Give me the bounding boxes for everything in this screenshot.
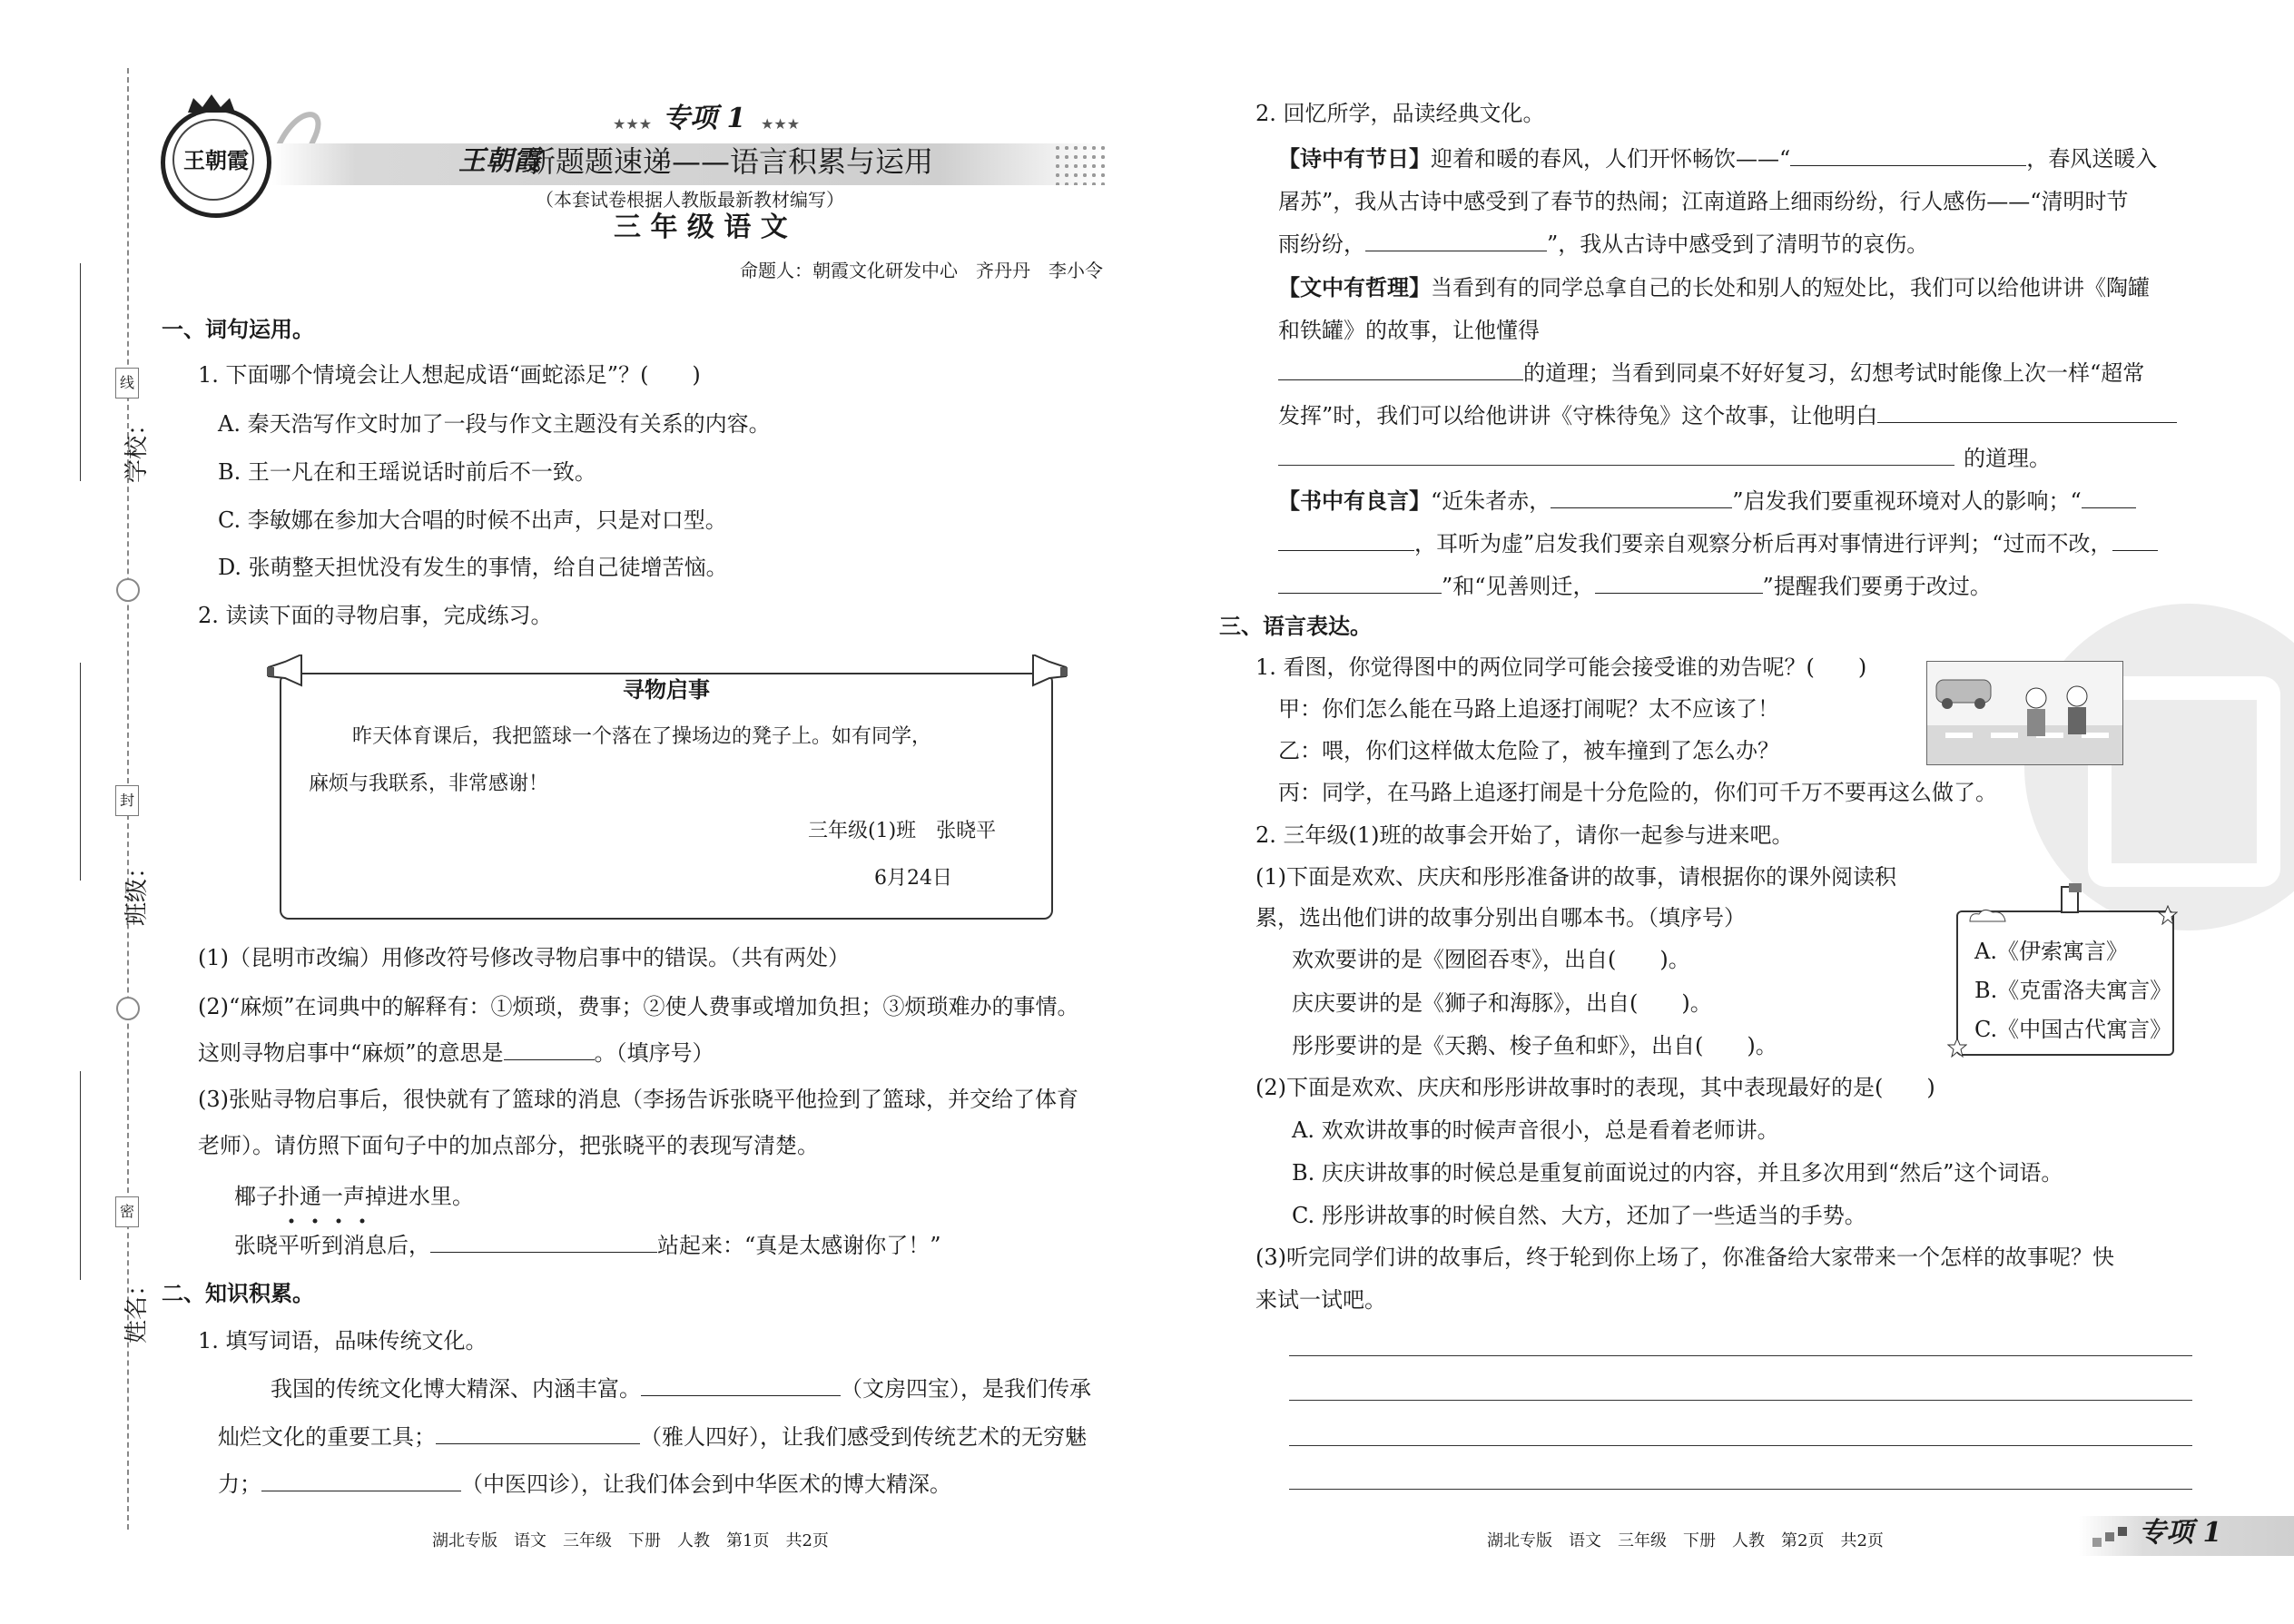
authors-line: 命题人：朝霞文化研发中心 齐丹丹 李小令 <box>740 260 1103 281</box>
p3e: ”提醒我们要勇于改过。 <box>1762 574 1992 599</box>
p1d: 雨纷纷， <box>1278 231 1365 257</box>
story-qing[interactable]: 庆庆要讲的是《狮子和海豚》，出自( )。 <box>1292 990 1712 1016</box>
notice-body-1: 昨天体育课后，我把篮球一个落在了操场边的凳子上。如有同学， <box>352 725 932 748</box>
s1-q1-option-d[interactable]: D. 张萌整天担忧没有发生的事情，给自己徒增苦恼。 <box>218 555 728 580</box>
s2-q2: 2. 回忆所学，品读经典文化。 <box>1255 101 1545 126</box>
cloud-icon <box>1965 907 2011 925</box>
s3-s2: (2)下面是欢欢、庆庆和彤彤讲故事时的表现，其中表现最好的是( ) <box>1255 1075 1935 1100</box>
notice-title: 寻物启事 <box>623 677 710 703</box>
seal-mark-3: 密 <box>115 1196 139 1227</box>
s3-s2-option-b[interactable]: B. 庆庆讲故事的时候总是重复前面说过的内容，并且多次用到“然后”这个词语。 <box>1292 1160 2063 1186</box>
header-stars-left: ★★★ <box>613 115 653 133</box>
p1b: ，春风送暖入 <box>2026 146 2158 172</box>
section2-heading: 二、知识积累。 <box>162 1281 314 1306</box>
saying-blank-2b[interactable] <box>1278 530 1414 551</box>
jar-lesson-blank[interactable] <box>1278 359 1523 380</box>
header-band-dots <box>1053 143 1108 185</box>
footer-right: 湖北专版 语文 三年级 下册 人教 第2页 共2页 <box>1487 1531 1884 1550</box>
saying-blank-2[interactable] <box>2082 487 2136 508</box>
section1-heading: 一、词句运用。 <box>162 317 314 342</box>
header-badge: 专项 1 <box>663 103 746 134</box>
s2-line3-pre: 力； <box>218 1471 261 1497</box>
book-list-card <box>1956 910 2174 1056</box>
poem-line-1 <box>1278 145 2157 172</box>
school-label: 学校： <box>123 411 151 483</box>
s2-line2 <box>218 1423 1087 1451</box>
writing-line-2[interactable] <box>1289 1400 2192 1401</box>
advice-yi[interactable]: 乙：喂，你们这样做太危险了，被车撞到了怎么办？ <box>1278 738 1779 763</box>
s3-s3a: (3)听完同学们讲的故事后，终于轮到你上场了，你准备给大家带来一个怎样的故事呢？快 <box>1255 1245 2114 1270</box>
saying-line-3 <box>1278 573 1992 600</box>
s3-s2-option-a[interactable]: A. 欢欢讲故事的时候声音很小，总是看着老师讲。 <box>1292 1117 1779 1143</box>
four-treasures-blank[interactable] <box>641 1375 841 1396</box>
philosophy-line-2: 和铁罐》的故事，让他懂得 <box>1278 318 1540 343</box>
school-field[interactable] <box>54 263 151 536</box>
four-diagnoses-blank[interactable] <box>261 1471 461 1491</box>
advice-bing[interactable]: 丙：同学，在马路上追逐打闹是十分危险的，你们可千万不要再这么做了。 <box>1278 780 1997 805</box>
megaphone-icon-left <box>265 655 310 691</box>
philosophy-line-4 <box>1278 402 2177 429</box>
book-clip-icon <box>2058 883 2085 916</box>
answer-post: 站起来：“真是太感谢你了！” <box>657 1233 941 1258</box>
seal-mark-2: 封 <box>115 785 139 816</box>
notice-sign: 三年级(1)班 张晓平 <box>808 820 997 842</box>
s2-line1-pre: 我国的传统文化博大精深、内涵丰富。 <box>271 1376 641 1402</box>
s1-sub2b-post: 。（填序号） <box>594 1040 714 1066</box>
s2-line1 <box>271 1375 1091 1403</box>
s3-q1: 1. 看图，你觉得图中的两位同学可能会接受谁的劝告呢？( ) <box>1255 655 1867 680</box>
header-title: 新题题速递——语言积累与运用 <box>527 144 934 179</box>
brand-logo <box>161 107 271 218</box>
book-option-a: A.《伊索寓言》 <box>1974 939 2128 964</box>
s2-line3 <box>218 1471 951 1498</box>
header-brand: 王朝霞 <box>458 145 540 177</box>
four-arts-blank[interactable] <box>436 1423 640 1444</box>
s3-q2: 2. 三年级(1)班的故事会开始了，请你一起参与进来吧。 <box>1255 822 1794 848</box>
s1-q1-option-c[interactable]: C. 李敏娜在参加大合唱的时候不出声，只是对口型。 <box>218 507 727 533</box>
qingming-poem-blank[interactable] <box>1365 231 1547 251</box>
s2-line2-pre: 灿烂文化的重要工具； <box>218 1424 436 1450</box>
star-icon-bottom <box>1947 1038 1967 1058</box>
poem-line-2: 屠苏”，我从古诗中感受到了春节的热闹；江南道路上细雨纷纷，行人感伤——“清明时节 <box>1278 189 2129 214</box>
crown-icon <box>184 93 239 114</box>
answer-pre: 张晓平听到消息后， <box>234 1233 430 1258</box>
saying-blank-3b[interactable] <box>1278 573 1442 594</box>
s2-line3-post: （中医四诊），让我们体会到中华医术的博大精深。 <box>461 1471 951 1497</box>
advice-jia[interactable]: 甲：你们怎么能在马路上追逐打闹呢？太不应该了！ <box>1278 696 1779 722</box>
philosophy-line-1 <box>1278 274 2150 301</box>
name-label: 姓名： <box>123 1272 151 1343</box>
class-label: 班级： <box>123 854 151 926</box>
s1-sub3a: (3)张贴寻物启事后，很快就有了篮球的消息（李扬告诉张晓平他捡到了篮球，并交给了体育 <box>198 1087 1078 1112</box>
s3-s2-option-c[interactable]: C. 彤彤讲故事的时候自然、大方，还加了一些适当的手势。 <box>1292 1203 1866 1228</box>
section3-heading: 三、语言表达。 <box>1219 614 1372 639</box>
meaning-answer-blank[interactable] <box>504 1039 595 1060</box>
s1-sub2b-pre: 这则寻物启事中“麻烦”的意思是 <box>198 1040 504 1066</box>
rabbit-lesson-blank[interactable] <box>1877 402 2177 423</box>
p2d: 发挥”时，我们可以给他讲讲《守株待兔》这个故事，让他明白 <box>1278 403 1878 428</box>
seal-mark-1: 线 <box>115 368 139 399</box>
watermark-seal <box>2024 604 2294 930</box>
tag-text-philosophy: 【文中有哲理】 <box>1278 275 1431 300</box>
story-huan[interactable]: 欢欢要讲的是《囫囵吞枣》，出自( )。 <box>1292 947 1690 972</box>
s3-s3b: 来试一试吧。 <box>1255 1287 1386 1313</box>
saying-line-1 <box>1278 487 2136 515</box>
poem-line-3 <box>1278 231 1928 258</box>
notice-card <box>280 667 1053 920</box>
book-option-c: C.《中国古代寓言》 <box>1974 1017 2172 1042</box>
p3b: ”启发我们要重视环境对人的影响；“ <box>1732 488 2082 514</box>
s2-line2-post: （雅人四好），让我们感受到传统艺术的无穷魅 <box>640 1424 1087 1450</box>
s1-sub1: (1)（昆明市改编）用修改符号修改寻物启事中的错误。（共有两处） <box>198 945 850 970</box>
notice-body-2: 麻烦与我联系，非常感谢！ <box>309 773 549 795</box>
writing-line-4[interactable] <box>1289 1489 2192 1490</box>
name-field[interactable] <box>54 1071 151 1343</box>
s1-answer-line <box>234 1232 941 1259</box>
p2c: 的道理；当看到同桌不好好复习，幻想考试时能像上次一样“超常 <box>1523 360 2145 386</box>
header-stars-right: ★★★ <box>761 115 801 133</box>
story-tong[interactable]: 彤彤要讲的是《天鹅、梭子鱼和虾》，出自( )。 <box>1292 1033 1777 1058</box>
tag-poem-festival: 【诗中有节日】 <box>1278 146 1431 172</box>
book-option-b: B.《克雷洛夫寓言》 <box>1974 978 2172 1003</box>
philosophy-line-3 <box>1278 359 2144 387</box>
p1e: ”，我从古诗中感受到了清明节的哀伤。 <box>1547 231 1929 257</box>
star-icon-top <box>2158 905 2178 925</box>
footer-badge-squares <box>2092 1525 2134 1550</box>
p3c: ，耳听为虚”启发我们要亲自观察分析后再对事情进行评判；“过而不改， <box>1414 531 2112 556</box>
writing-line-3[interactable] <box>1289 1445 2192 1446</box>
s1-q1: 1. 下面哪个情境会让人想起成语“画蛇添足”？( ) <box>198 362 701 388</box>
emphasis-dots <box>286 1211 377 1218</box>
brand-logo-text: 王朝霞 <box>183 147 249 173</box>
notice-date: 6月24日 <box>874 867 952 890</box>
s1-q2: 2. 读读下面的寻物启事，完成练习。 <box>198 603 553 628</box>
p3a: “近朱者赤， <box>1431 488 1551 514</box>
s1-sub2a: (2)“麻烦”在词典中的解释有：①烦琐，费事；②使人费事或增加负担；③烦琐难办的事情。 <box>198 994 1079 1019</box>
s2-line1-post: （文房四宝），是我们传承 <box>841 1376 1091 1402</box>
s1-sub2b <box>198 1039 714 1067</box>
writing-line-1[interactable] <box>1289 1355 2192 1356</box>
footer-badge: 专项 1 <box>2139 1517 2222 1549</box>
philosophy-line-5: 的道理。 <box>1964 446 2051 471</box>
s3-s1a: (1)下面是欢欢、庆庆和彤彤准备讲的故事，请根据你的课外阅读积 <box>1255 864 1896 890</box>
binding-circle-2 <box>116 997 140 1020</box>
p1a: 迎着和暖的春风，人们开怀畅饮——“ <box>1431 146 1791 172</box>
binding-circle-1 <box>116 578 140 602</box>
s1-q1-option-a[interactable]: A. 秦天浩写作文时加了一段与作文主题没有关系的内容。 <box>218 411 771 437</box>
tag-book-sayings: 【书中有良言】 <box>1278 488 1431 514</box>
spring-poem-blank[interactable] <box>1790 145 2026 166</box>
philosophy-line-5-blank[interactable] <box>1278 465 1954 466</box>
s1-q1-option-b[interactable]: B. 王一凡在和王瑶说话时前后不一致。 <box>218 459 596 485</box>
saying-blank-3[interactable] <box>2112 530 2158 551</box>
s1-sub3b: 老师）。请仿照下面句子中的加点部分，把张晓平的表现写清楚。 <box>198 1133 819 1158</box>
example-sentence: 椰子扑通一声掉进水里。 <box>234 1184 474 1209</box>
s2-q1: 1. 填写词语，品味传统文化。 <box>198 1328 487 1353</box>
saying-blank-4[interactable] <box>1595 573 1763 594</box>
footer-left: 湖北专版 语文 三年级 下册 人教 第1页 共2页 <box>432 1531 829 1550</box>
grade-title: 三 年 级 语 文 <box>614 212 788 243</box>
saying-blank-1[interactable] <box>1551 487 1732 508</box>
saying-line-2 <box>1278 530 2158 557</box>
s3-s1b: 累，选出他们讲的故事分别出自哪本书。（填序号） <box>1255 905 1746 930</box>
p2a: 当看到有的同学总拿自己的长处和别人的短处比，我们可以给他讲讲《陶罐 <box>1431 275 2150 300</box>
street-scene-illustration <box>1926 661 2123 765</box>
class-field[interactable] <box>54 663 151 935</box>
header-subtitle: （本套试卷根据人教版最新教材编写） <box>536 189 844 211</box>
behavior-answer-blank[interactable] <box>430 1232 657 1253</box>
p3d: ”和“见善则迁， <box>1442 574 1595 599</box>
megaphone-icon-right <box>1024 655 1069 691</box>
